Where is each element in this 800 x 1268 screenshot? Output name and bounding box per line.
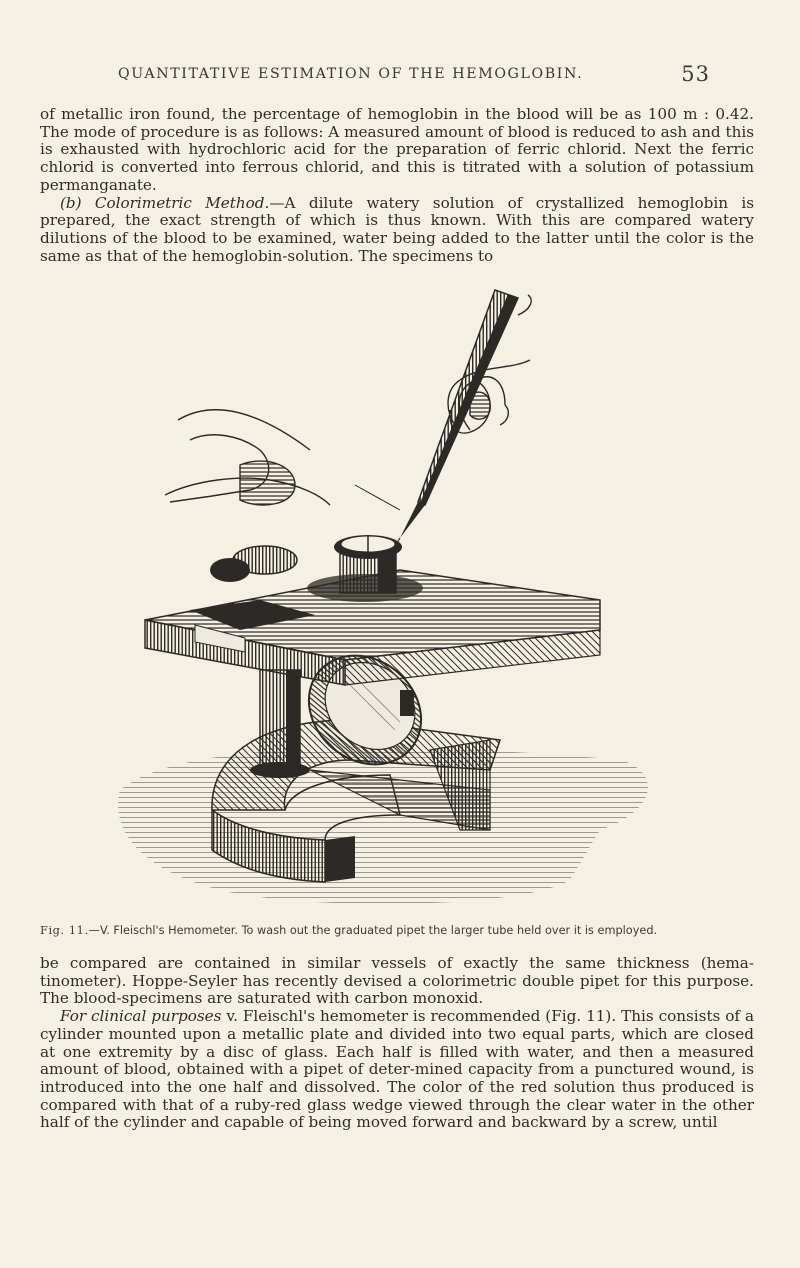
paragraph-3: be compared are contained in similar vessels of exactly the same thickness (hema-tinometer). Hoppe-Seyler has recently devised a colorimetric double pipet for this purpose. The blood-specimens are saturated with carbon monoxid. [40,954,754,1008]
paragraph-2-text: —A dilute watery solution of crystallized hemoglobin is prepared, the exact strength of which is thus known. With this are compared watery dilutions of the blood to be examined, water being added to the latter until the color is the same as that of the hemoglobin-solution. The specimens to [40,193,754,265]
body-text-top [40,106,754,265]
body-text-bottom [40,955,754,1132]
page-number: 53 [681,62,710,86]
left-hand [165,410,330,505]
page-header [118,62,710,90]
figure-caption [40,924,754,937]
hemometer-engraving [100,270,700,920]
mixing-cylinder [307,535,423,602]
hemometer-illustration [100,270,700,920]
running-head: QUANTITATIVE ESTIMATION OF THE HEMOGLOBIN. [118,66,584,82]
clinical-purposes-heading: For clinical purposes [60,1007,222,1026]
figure-caption-text: —V. Fleischl's Hemometer. To wash out the graduated pipet the larger tube held over it is employed. [88,924,658,937]
paragraph-4-text: v. Fleischl's hemometer is recommended (Fig. 11). This consists of a cylinder mounted upon a metallic plate and divided into two equal parts, which are closed at one extremity by a disc of glass. Each half is filled with water, and then a measured amount of blood, obtained with a pipet of deter-mined capacity from a punctured wound, is introduced into the one half and dissolved. The color of the red solution thus produced is compared with that of a ruby-red glass wedge viewed through the clear water in the other half of the cylinder and capable of being moved forward and backward by a screw, until [40,1007,754,1132]
section-heading-colorimetric: (b) Colorimetric Method. [60,193,270,212]
paragraph-2 [40,195,754,266]
pipet [355,290,518,568]
paragraph-1: of metallic iron found, the percentage of hemoglobin in the blood will be as 100 m : 0.42. The mode of procedure is as follows: A measured amount of blood is reduced to ash and this is exhausted with hydrochloric acid for the preparation of ferric chlorid. Next the ferric chlorid is converted into ferrous chlorid, and this is titrated with a solution of potassium permanganate. [40,105,754,194]
paragraph-4 [40,1008,754,1132]
figure-label: Fig. 11. [40,924,89,937]
ground-shadow [118,748,648,904]
